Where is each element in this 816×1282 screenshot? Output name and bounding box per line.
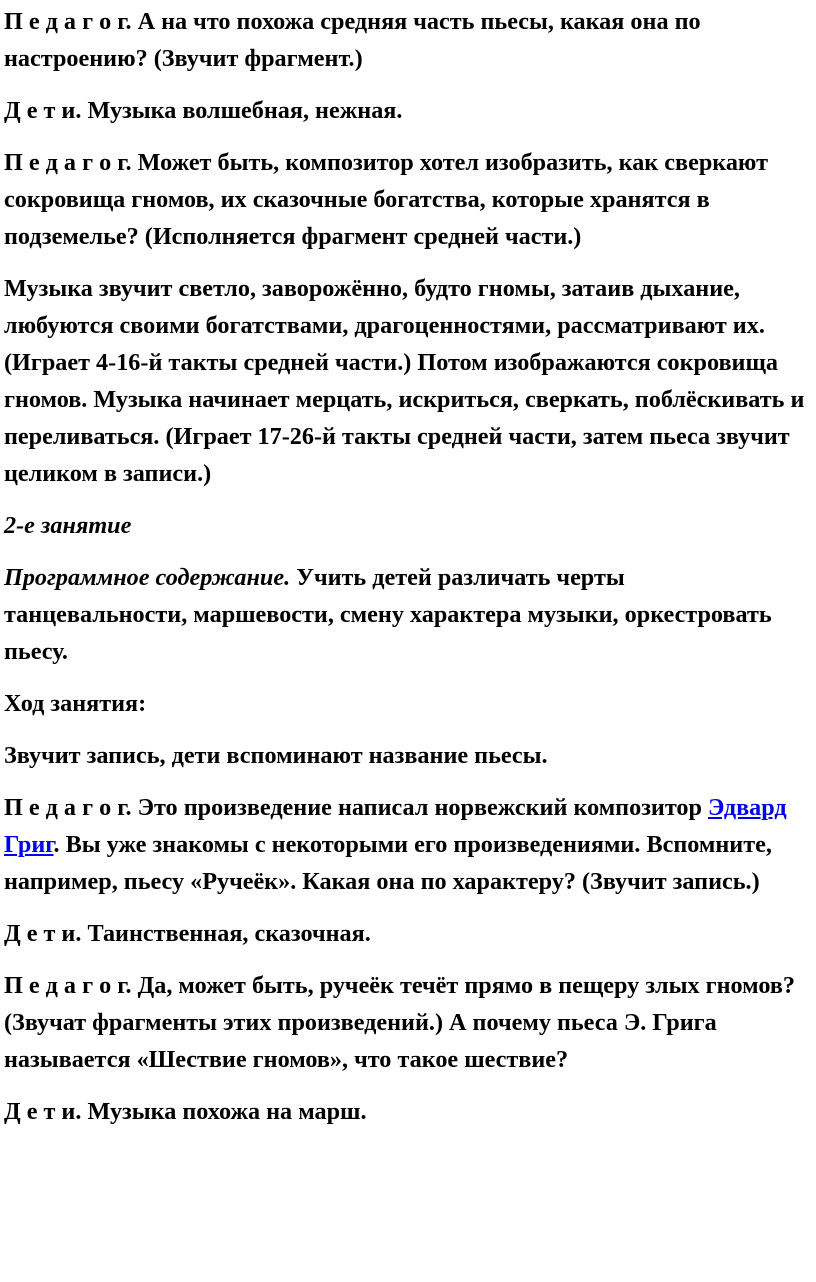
paragraph-text: Учить детей различать черты танцевальности, маршевости, смену характера музыки, оркестровать пьесу.: [4, 564, 772, 665]
speaker-label: Д е т и.: [4, 920, 82, 947]
section-heading: [4, 507, 812, 544]
paragraph-text: Ход занятия:: [4, 690, 147, 717]
paragraph-text: Музыка волшебная, нежная.: [81, 97, 403, 124]
speaker-label: П е д а г о г.: [4, 8, 132, 35]
paragraph-teacher-1: [4, 3, 812, 77]
program-label: Программное содержание.: [4, 564, 291, 591]
paragraph-teacher-2: [4, 144, 812, 255]
paragraph-text: А на что похожа средняя часть пьесы, какая она по настроению? (Звучит фрагмент.): [4, 8, 701, 72]
paragraph-children-1: [4, 92, 812, 129]
paragraph-program-content: [4, 559, 812, 670]
paragraph-text: . Вы уже знакомы с некоторыми его произведениями. Вспомните, например, пьесу «Ручеёк». Какая она по характеру? (Звучит запись.): [4, 831, 772, 895]
paragraph-lesson-progress: [4, 685, 812, 722]
paragraph-text: Музыка похожа на марш.: [81, 1098, 367, 1125]
paragraph-text: Может быть, композитор хотел изобразить, как сверкают сокровища гномов, их сказочные богатства, которые хранятся в подземелье? (Исполняется фрагмент средней части.): [4, 149, 768, 250]
paragraph-teacher-3: [4, 789, 812, 900]
speaker-label: П е д а г о г.: [4, 149, 132, 176]
speaker-label: П е д а г о г.: [4, 972, 132, 999]
speaker-label: П е д а г о г.: [4, 794, 132, 821]
paragraph-children-2: [4, 915, 812, 952]
paragraph-text: Это произведение написал норвежский композитор: [131, 794, 709, 821]
paragraph-children-3: [4, 1093, 812, 1130]
paragraph-description: [4, 270, 812, 492]
paragraph-text: Звучит запись, дети вспоминают название пьесы.: [4, 742, 548, 769]
speaker-label: Д е т и.: [4, 1098, 82, 1125]
speaker-label: Д е т и.: [4, 97, 82, 124]
paragraph-text: Да, может быть, ручеёк течёт прямо в пещеру злых гномов? (Звучат фрагменты этих произведений.) А почему пьеса Э. Грига называется «Шествие гномов», что такое шествие?: [4, 972, 795, 1073]
lesson-heading: 2-е занятие: [4, 512, 132, 539]
paragraph-text: Музыка звучит светло, заворожённо, будто гномы, затаив дыхание, любуются своими богатствами, драгоценностями, рассматривают их. (Играет 4-16-й такты средней части.) Потом изображаются сокровища гномов. Музыка начинает мерцать, искриться, сверкать, поблёскивать и переливаться. (Играет 17-26-й такты средней части, затем пьеса звучит целиком в записи.): [4, 275, 805, 487]
paragraph-teacher-4: [4, 967, 812, 1078]
paragraph-recording: [4, 737, 812, 774]
grieg-link[interactable]: Эдвард Григ: [4, 794, 787, 858]
paragraph-text: Таинственная, сказочная.: [81, 920, 371, 947]
